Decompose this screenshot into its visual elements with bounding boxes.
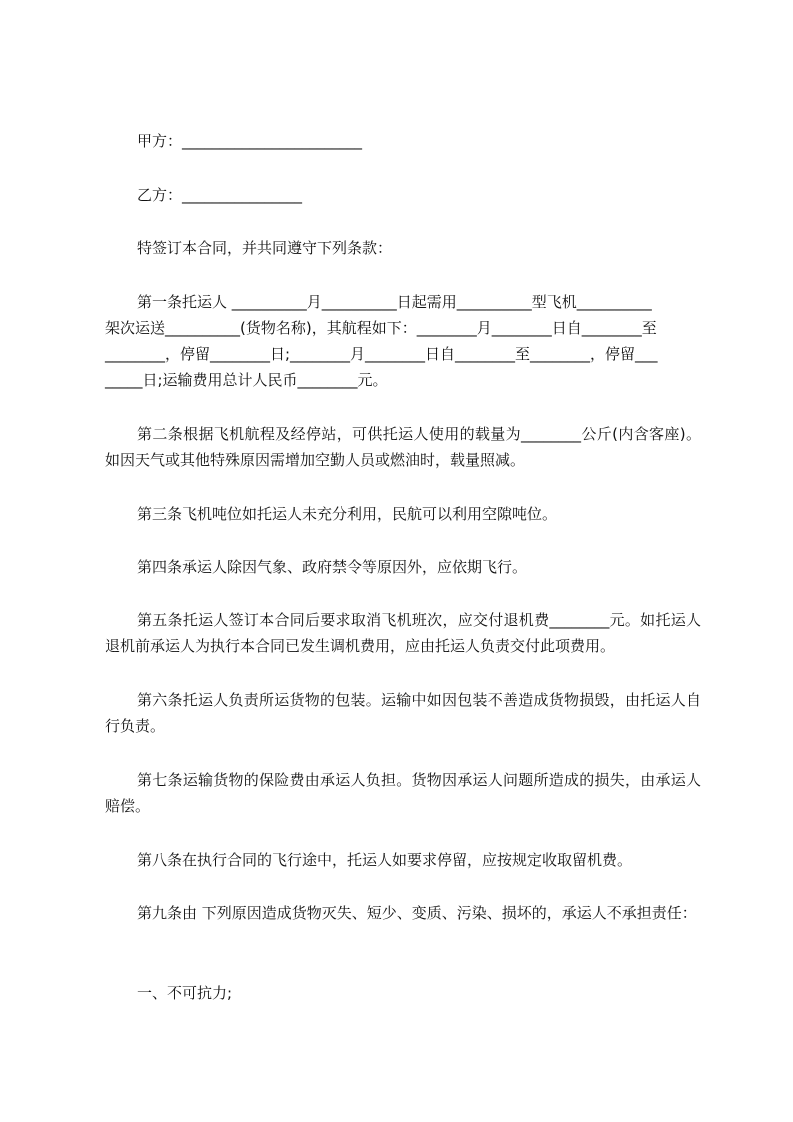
article-4: 第四条承运人除因气象、政府禁令等原因外，应依期飞行。 bbox=[137, 558, 528, 576]
article-1 bbox=[105, 289, 701, 393]
item-1: 一、不可抗力; bbox=[137, 984, 233, 1002]
article-6: 第六条托运人负责所运货物的包装。运输中如因包装不善造成货物损毁，由托运人自行负责。 bbox=[105, 691, 701, 735]
party-a-line: 甲方：________________________ bbox=[137, 132, 363, 150]
article-2: 第二条根据飞机航程及经停站，可供托运人使用的载量为________公斤(内含客座)。如因天气或其他特殊原因需增加空勤人员或燃油时，载量照减。 bbox=[105, 425, 701, 469]
article-8: 第八条在执行合同的飞行途中，托运人如要求停留，应按规定收取留机费。 bbox=[137, 851, 633, 869]
article-7: 第七条运输货物的保险费由承运人负担。货物因承运人问题所造成的损失，由承运人赔偿。 bbox=[105, 771, 701, 815]
article-1-line-4: _____日;运输费用总计人民币________元。 bbox=[105, 371, 388, 389]
article-5: 第五条托运人签订本合同后要求取消飞机班次，应交付退机费________元。如托运人退机前承运人为执行本合同已发生调机费用，应由托运人负责交付此项费用。 bbox=[105, 611, 701, 655]
contract-intro: 特签订本合同，并共同遵守下列条款： bbox=[137, 239, 393, 257]
article-1-line-1: 第一条托运人 __________月__________日起需用__________型飞机__________ bbox=[137, 293, 652, 311]
party-b-line: 乙方：________________ bbox=[137, 186, 303, 204]
article-3: 第三条飞机吨位如托运人未充分利用，民航可以利用空隙吨位。 bbox=[137, 505, 558, 523]
article-9: 第九条由 下列原因造成货物灭失、短少、变质、污染、损坏的，承运人不承担责任： bbox=[137, 904, 697, 922]
article-1-line-2: 架次运送__________(货物名称)，其航程如下：________月________日自________至 bbox=[105, 319, 657, 337]
article-1-line-3: ________，停留________日;________月________日自________至________，停留___ bbox=[105, 345, 658, 363]
